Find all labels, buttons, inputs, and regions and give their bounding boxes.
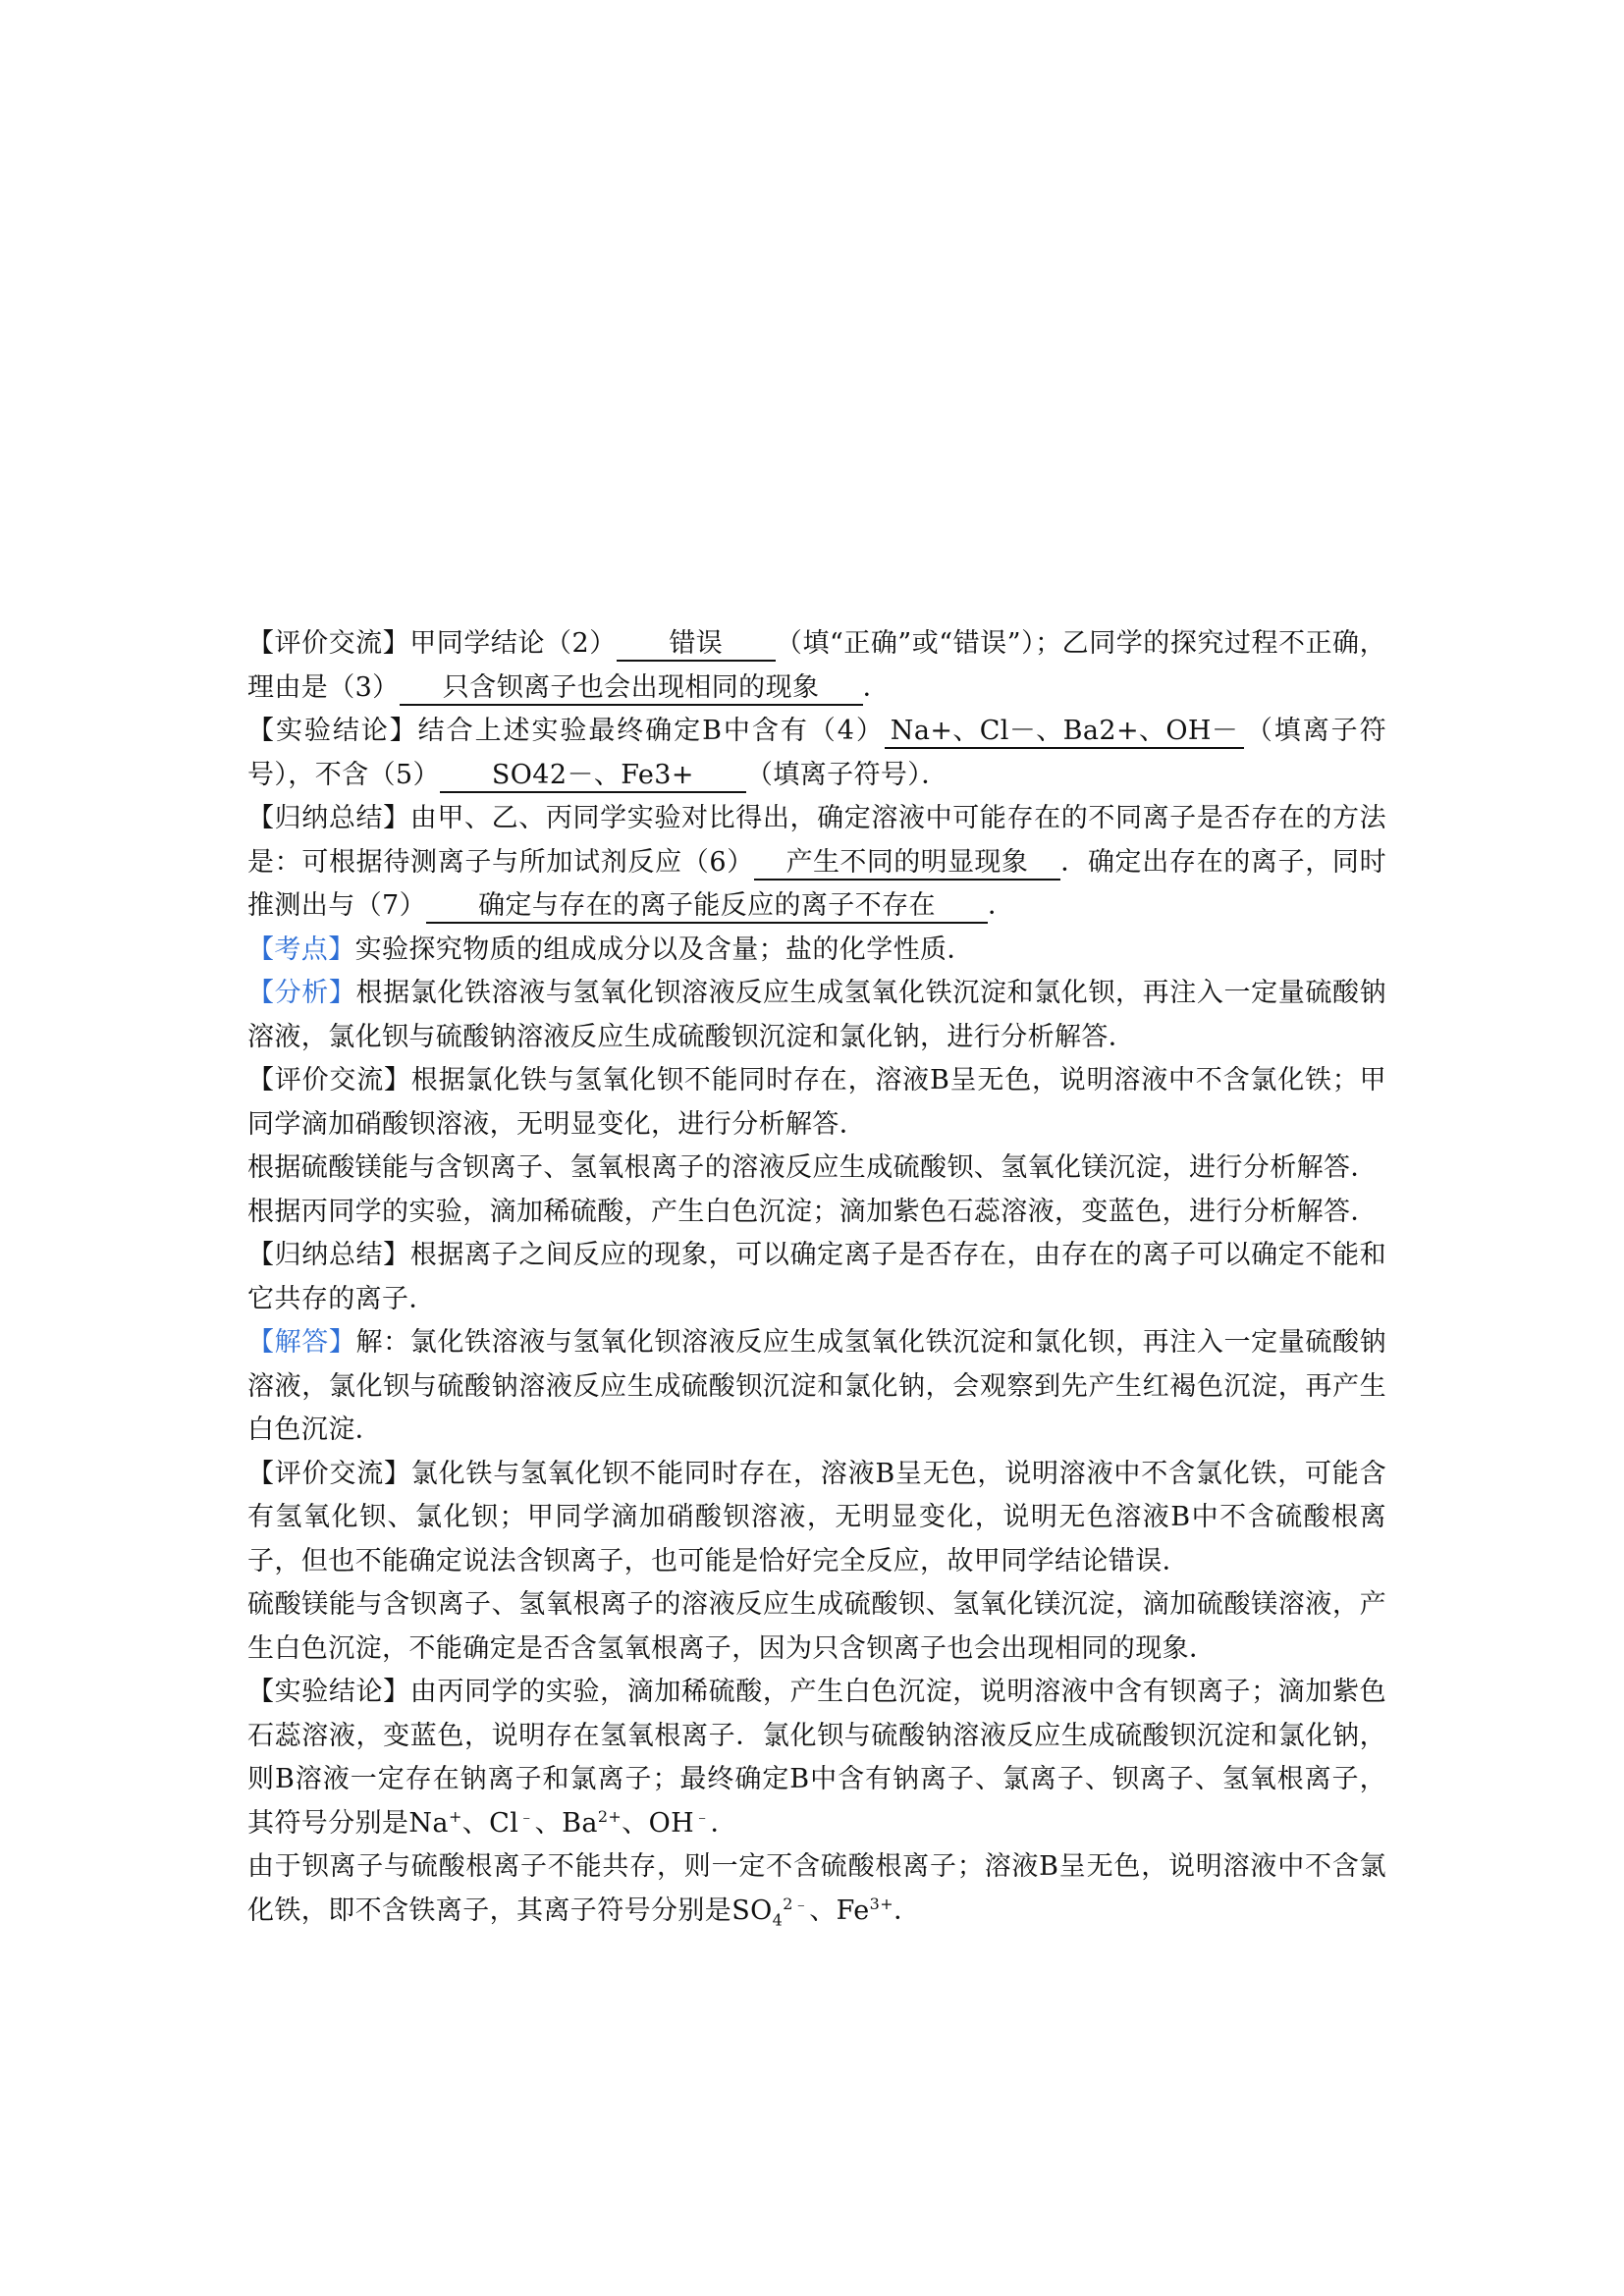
paragraph-analysis-student-c: 根据丙同学的实验，滴加稀硫酸，产生白色沉淀；滴加紫色石蕊溶液，变蓝色，进行分析解答． [247,1196,1378,1227]
answer-blank-6: 产生不同的明显现象 [754,846,1060,881]
text-run: （填离子符号）． [745,759,948,790]
text-run: ． [710,1807,737,1839]
paragraph-solution-evaluation: 【评价交流】氯化铁与氢氧化钡不能同时存在，溶液B呈无色，说明溶液中不含氯化铁，可能含有氢氧化钡、氯化钡；甲同学滴加硝酸钡溶液，无明显变化，说明无色溶液B中不含硫酸根离子，但也不能确定说法含钡离子，也可能是恰好完全反应，故甲同学结论错误． [247,1458,1386,1576]
text-run: 解：氯化铁溶液与氢氧化钡溶液反应生成氢氧化铁沉淀和氯化钡，再注入一定量硫酸钠溶液，氯化钡与硫酸钠溶液反应生成硫酸钡沉淀和氯化钠，会观察到先产生红褐色沉淀，再产生白色沉淀． [247,1327,1386,1445]
paragraph-analysis [247,972,1386,1059]
ion-iron [837,1896,893,1926]
ion-subscript: 4 [772,1909,784,1929]
ion-symbol: Fe [836,1895,870,1926]
ion-symbol: Ba [562,1807,598,1839]
text-run: 【评价交流】甲同学结论（2） [247,628,617,659]
ion-barium [562,1808,622,1839]
paragraph-solution-magnesium-sulfate: 硫酸镁能与含钡离子、氢氧根离子的溶液反应生成硫酸钡、氢氧化镁沉淀，滴加硫酸镁溶液，产生白色沉淀，不能确定是否含氢氧根离子，因为只含钡离子也会出现相同的现象． [247,1589,1386,1664]
separator: 、 [622,1807,649,1839]
text-run: （填离子符号），不含（5） [247,716,1386,790]
solution-tag: 【解答】 [247,1327,356,1358]
text-run: 【实验结论】由丙同学的实验，滴加稀硫酸，产生白色沉淀，说明溶液中含有钡离子；滴加紫色石蕊溶液，变蓝色，说明存在氢氧根离子．氯化钡与硫酸钠溶液反应生成硫酸钡沉淀和氯化钠，则B溶液一定存在钠离子和氯离子；最终确定B中含有钠离子、氯离子、钡离子、氢氧根离子，其符号分别是 [247,1677,1386,1839]
ion-sodium [408,1808,461,1839]
ion-charge: ﹣ [694,1806,711,1826]
separator: 、 [461,1807,490,1839]
ion-chloride [489,1808,535,1839]
separator: 、 [809,1895,837,1926]
paragraph-key-points [247,929,1386,973]
text-run: 由于钡离子与硫酸根离子不能共存，则一定不含硫酸根离子；溶液B呈无色，说明溶液中不含氯化铁，即不含铁离子，其离子符号分别是 [247,1851,1386,1926]
paragraph-summary-question [247,797,1386,929]
text-run: ． [862,671,890,703]
analysis-tag: 【分析】 [247,978,356,1008]
text-run: ．确定出存在的离子，同时推测出与（7） [247,846,1386,921]
text-run: 实验探究物质的组成成分以及含量；盐的化学性质． [354,934,974,965]
paragraph-analysis-evaluation: 【评价交流】根据氯化铁与氢氧化钡不能同时存在，溶液B呈无色，说明溶液中不含氯化铁；甲同学滴加硝酸钡溶液，无明显变化，进行分析解答． [247,1065,1386,1140]
paragraph-analysis-summary: 【归纳总结】根据离子之间反应的现象，可以确定离子是否存在，由存在的离子可以确定不能和它共存的离子． [247,1240,1386,1314]
text-run: （填“正确”或“错误”）；乙同学的探究过程不正确，理由是（3） [247,628,1387,703]
text-run: ． [893,1895,921,1926]
ion-charge: ﹣ [518,1806,535,1826]
document-page [247,622,1386,1933]
ion-charge: 2+ [597,1806,623,1826]
key-points-tag: 【考点】 [247,934,355,965]
ion-charge: 2﹣ [783,1894,810,1913]
text-run: 根据氯化铁溶液与氢氧化钡溶液反应生成氢氧化铁沉淀和氯化钡，再注入一定量硫酸钠溶液，氯化钡与硫酸钠溶液反应生成硫酸钡沉淀和氯化钠，进行分析解答． [247,978,1386,1052]
text-run: 【归纳总结】由甲、乙、丙同学实验对比得出，确定溶液中可能存在的不同离子是否存在的方法是：可根据待测离子与所加试剂反应（6） [247,803,1386,878]
answer-blank-7: 确定与存在的离子能反应的离子不存在 [426,889,988,924]
separator: 、 [534,1807,563,1839]
ion-symbol: Na [408,1807,449,1839]
text-run: ． [987,890,1015,921]
ion-symbol: SO [731,1895,773,1926]
paragraph-evaluation-exchange-question [247,622,1386,710]
paragraph-experiment-conclusion-question [247,710,1386,797]
ion-sulfate [731,1894,810,1929]
answer-blank-5: SO42－、Fe3+ [440,759,746,793]
ion-charge: + [448,1806,462,1826]
answer-blank-4: Na+、Cl－、Ba2+、OH－ [885,715,1244,749]
ion-symbol: OH [648,1807,695,1839]
paragraph-analysis-magnesium-sulfate: 根据硫酸镁能与含钡离子、氢氧根离子的溶液反应生成硫酸钡、氢氧化镁沉淀，进行分析解答． [247,1152,1378,1183]
ion-hydroxide [649,1808,711,1839]
ion-symbol: Cl [489,1807,519,1839]
paragraph-solution-conclusion [247,1671,1386,1845]
paragraph-solution [247,1321,1386,1453]
answer-blank-3: 只含钡离子也会出现相同的现象 [400,671,863,706]
ion-charge: 3+ [869,1894,894,1913]
answer-blank-2: 错误 [617,627,776,662]
paragraph-solution-excluded-ions [247,1845,1386,1933]
text-run: 【实验结论】结合上述实验最终确定B中含有（4） [247,716,885,746]
